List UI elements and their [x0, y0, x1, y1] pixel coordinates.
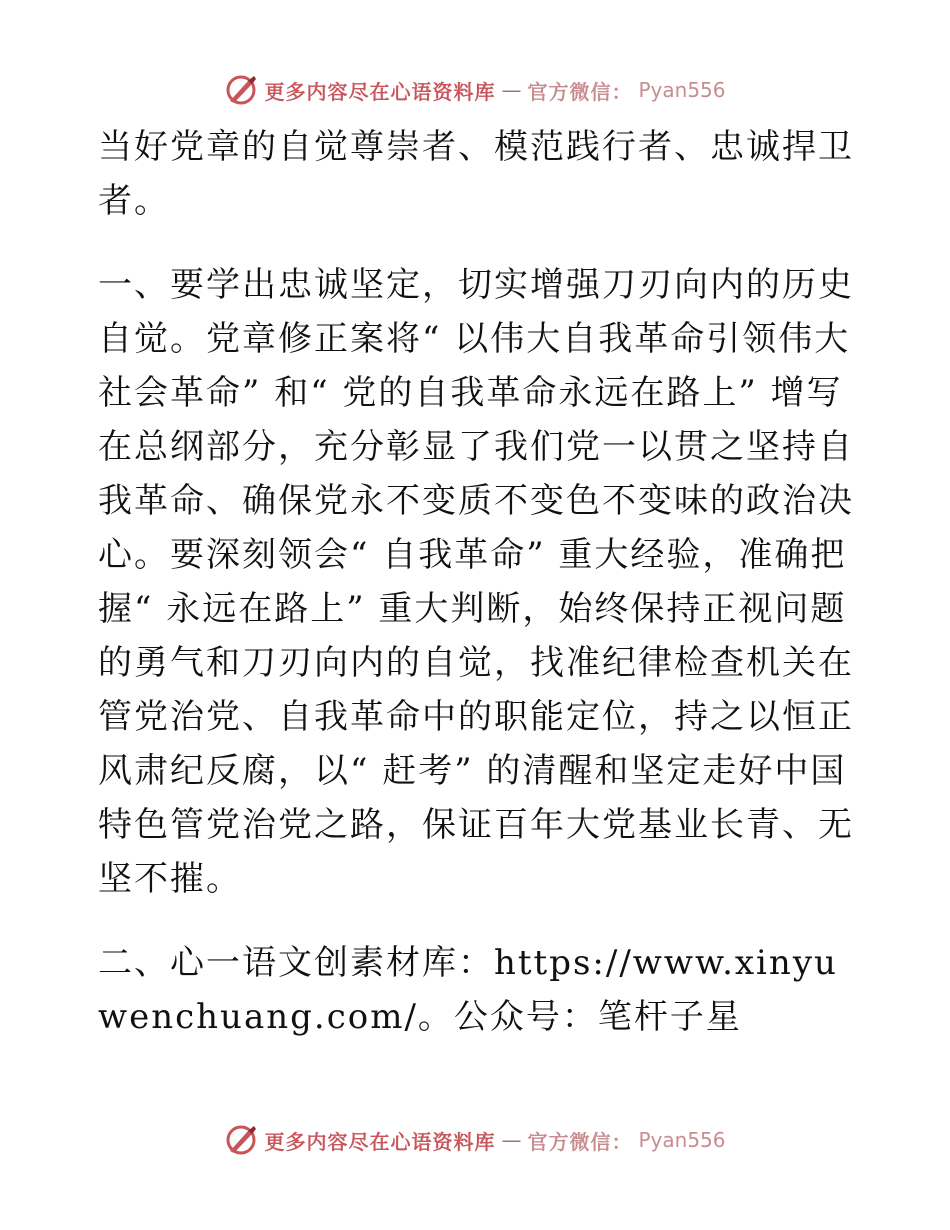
watermark-wechat-id: Pyan556: [638, 78, 726, 102]
footer-watermark: [0, 1120, 950, 1160]
watermark-wechat-label: 官方微信：: [527, 1129, 633, 1154]
watermark-text: 更多内容尽在心语资料库: [264, 1129, 496, 1154]
watermark-dash: —: [501, 1128, 522, 1152]
document-body: [98, 120, 858, 1044]
header-watermark: [0, 70, 950, 110]
watermark-text: 更多内容尽在心语资料库: [264, 79, 496, 104]
paragraph-section-one: 一、要学出忠诚坚定，切实增强刀刃向内的历史自觉。党章修正案将“ 以伟大自我革命引领伟大社会革命” 和“ 党的自我革命永远在路上” 增写在总纲部分，充分彰显了我们党一以贯之坚持自我革命、确保党永不变质不变色不变味的政治决心。要深刻领会“ 自我革命” 重大经验，准确把握“ 永远在路上” 重大判断，始终保持正视问题的勇气和刀刃向内的自觉，找准纪律检查机关在管党治党、自我革命中的职能定位，持之以恒正风肃纪反腐，以“ 赶考” 的清醒和坚定走好中国特色管党治党之路，保证百年大党基业长青、无坚不摧。: [98, 265, 854, 899]
brush-logo-icon: [224, 1123, 258, 1157]
paragraph-section-two: 二、心一语文创素材库：https://www.xinyuwenchuang.com/。公众号：笔杆子星: [98, 943, 838, 1037]
watermark-dash: —: [501, 78, 522, 102]
paragraph-intro: 当好党章的自觉尊崇者、模范践行者、忠诚捍卫者。: [98, 127, 854, 221]
watermark-wechat-label: 官方微信：: [527, 79, 633, 104]
watermark-wechat-id: Pyan556: [638, 1128, 726, 1152]
brush-logo-icon: [224, 73, 258, 107]
